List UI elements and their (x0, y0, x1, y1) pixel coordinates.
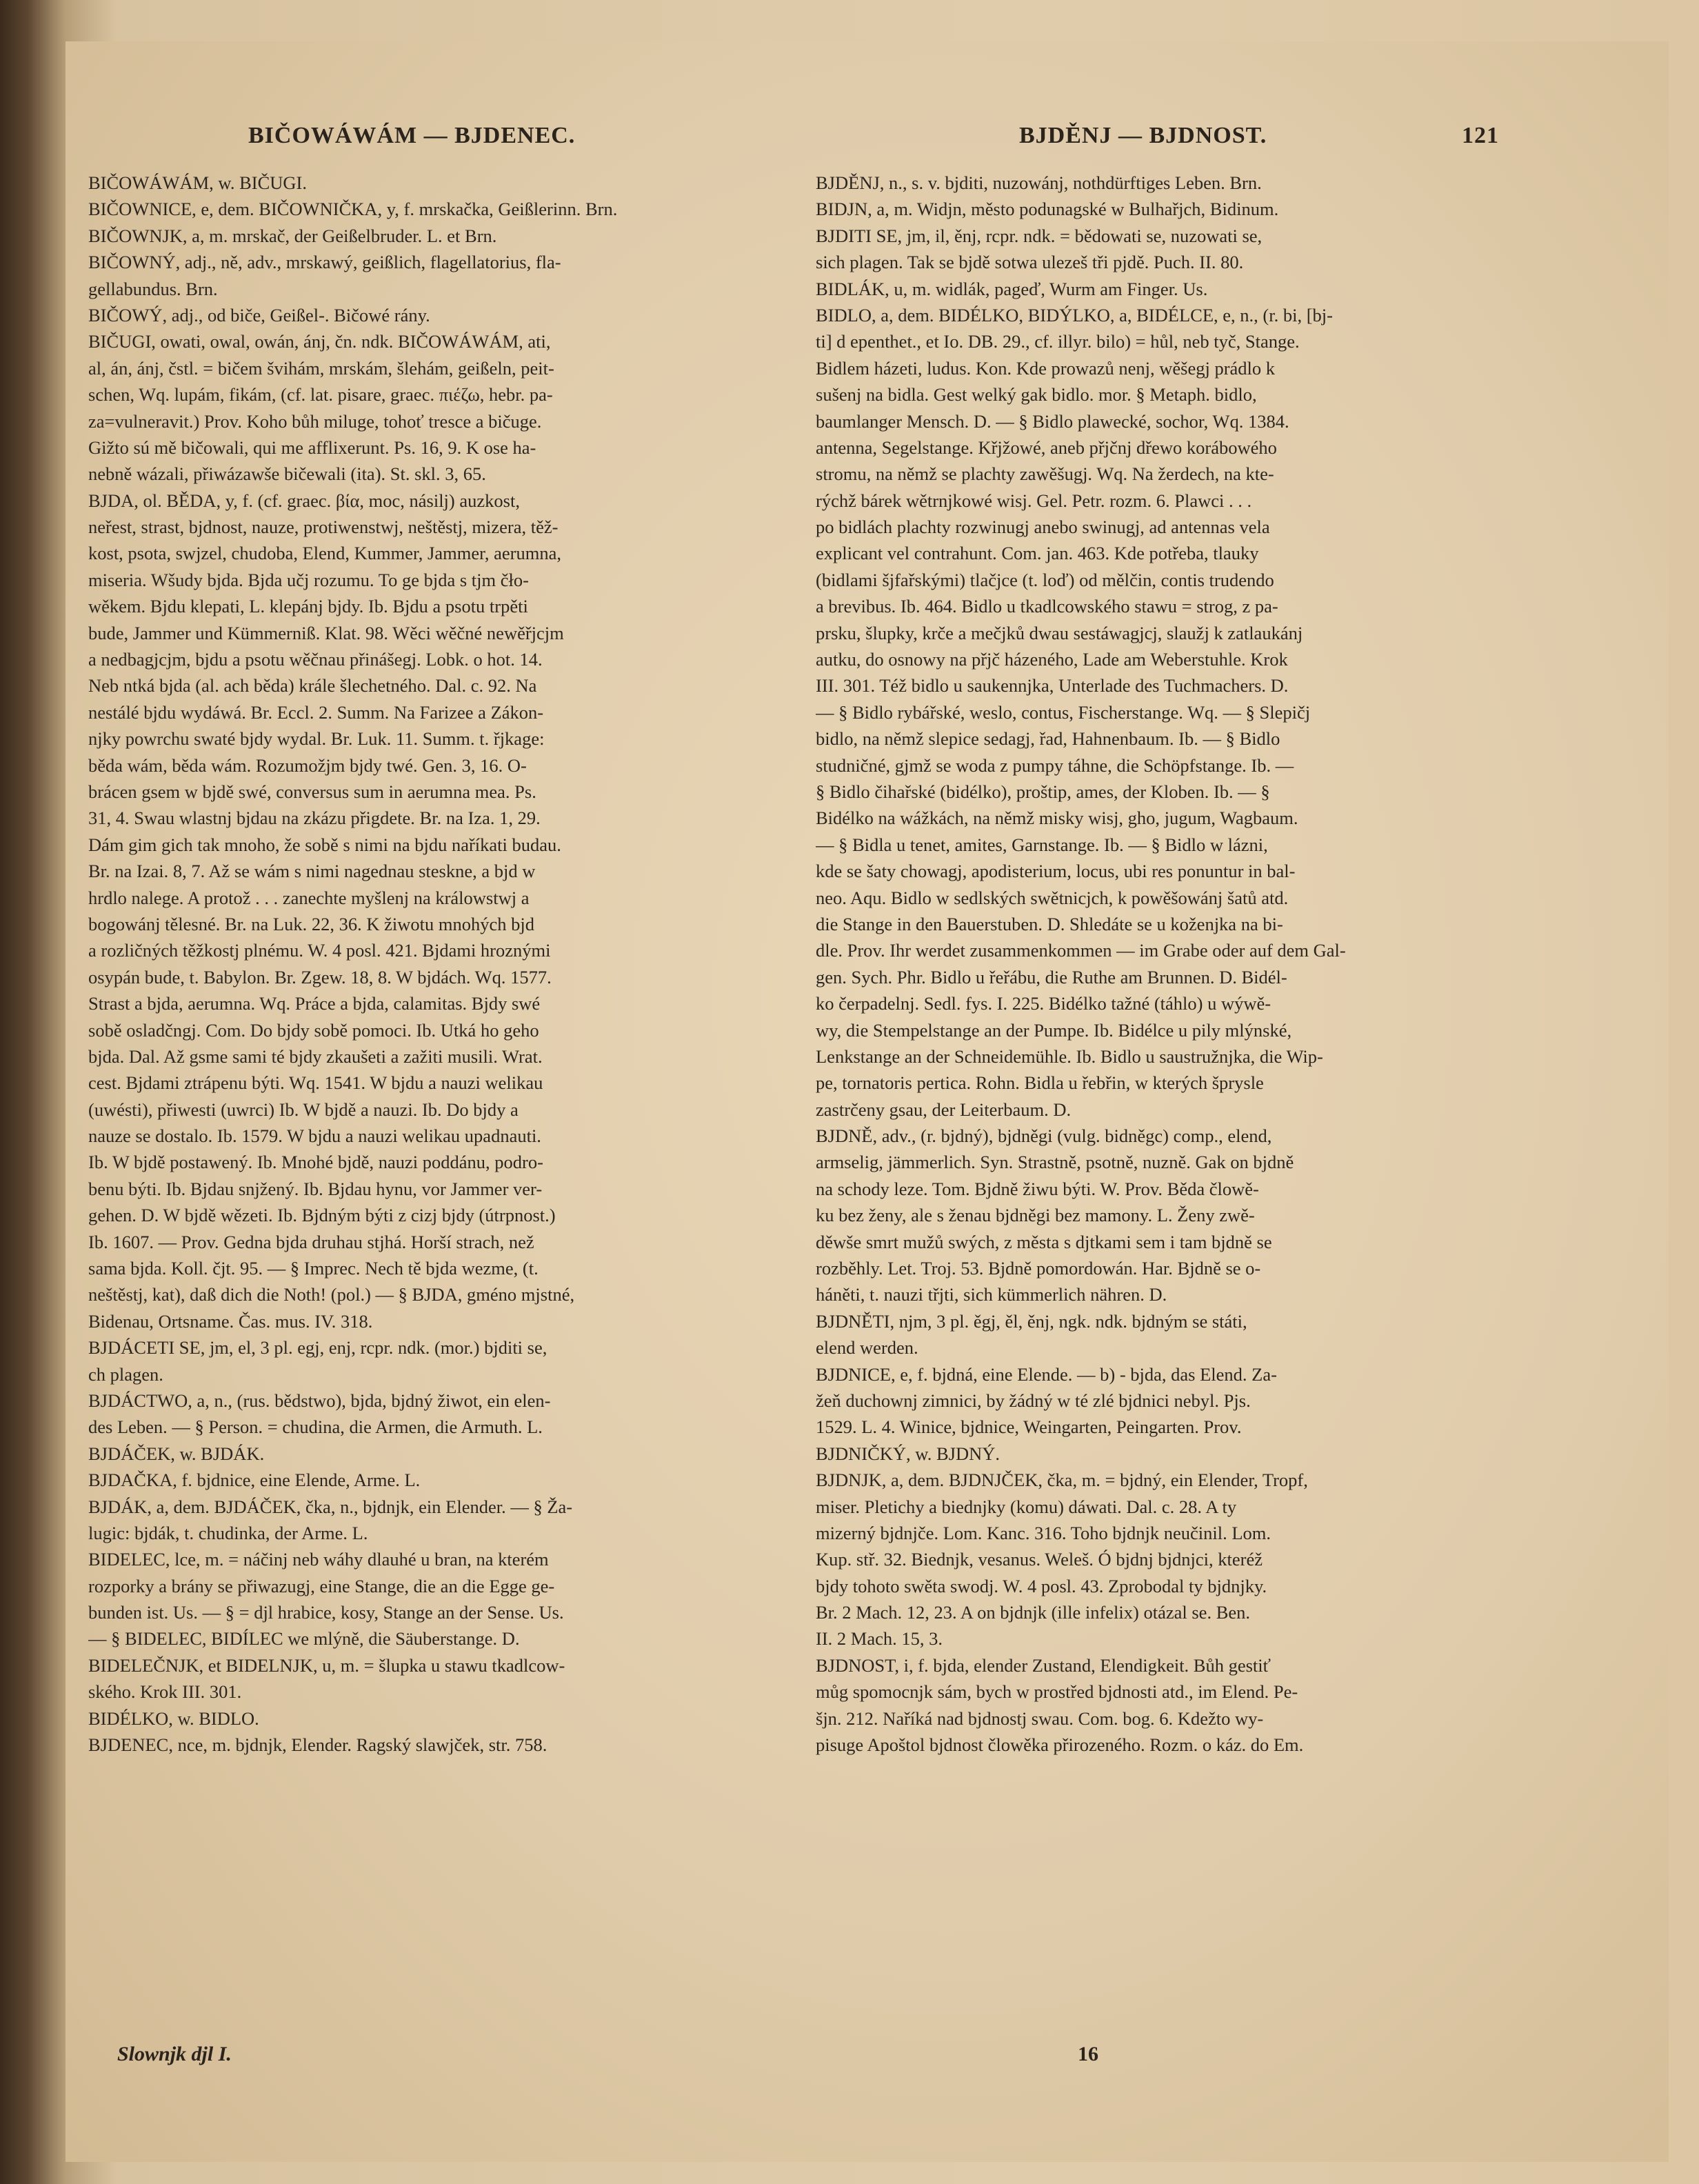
text-line: ko čerpadelnj. Sedl. fys. I. 225. Bidélko tažné (táhlo) u wýwě- (816, 993, 1271, 1014)
text-line: armselig, jämmerlich. Syn. Strastně, psotně, nuzně. Gak on bjdně (816, 1152, 1294, 1173)
text-line: děwše smrt mužů swých, z města s djtkami sem i tam bjdně se (816, 1231, 1272, 1252)
text-line: BIČOWÁWÁM, w. BIČUGI. (88, 172, 307, 193)
text-line: BJDNOST, i, f. bjda, elender Zustand, Elendigkeit. Bůh gestiť (816, 1654, 1271, 1676)
text-line: — § BIDELEC, BIDÍLEC we mlýně, die Säuberstange. D. (88, 1628, 520, 1650)
text-line: gehen. D. W bjdě wězeti. Ib. Bjdným býti z cizj bjdy (útrpnost.) (88, 1205, 556, 1226)
text-line: BJDÁCTWO, a, n., (rus. bědstwo), bjda, bjdný žiwot, ein elen- (88, 1390, 551, 1411)
text-line: Dám gim gich tak mnoho, že sobě s nimi na bjdu naříkati budau. (88, 834, 561, 855)
text-line: kde se šaty chowagj, apodisterium, locus, ubi res ponuntur in bal- (816, 861, 1296, 882)
text-line: lugic: bjdák, t. chudinka, der Arme. L. (88, 1522, 368, 1543)
text-line: schen, Wq. lupám, fikám, (cf. lat. pisare, graec. πιέζω, hebr. pa- (88, 384, 553, 405)
left-column (88, 170, 814, 1758)
text-line: al, án, ánj, čstl. = bičem švihám, mrskám, šlehám, geißeln, peit- (88, 357, 554, 379)
text-line: BJDĚNJ, n., s. v. bjditi, nuzowánj, nothdürftiges Leben. Brn. (816, 172, 1262, 193)
text-line: (bidlami šjfařskými) tlačjce (t. loď) od mělčin, contis trudendo (816, 569, 1274, 590)
text-line: BIČOWNJK, a, m. mrskač, der Geißelbruder. L. et Brn. (88, 225, 497, 246)
text-line: a rozličných těžkostj plnému. W. 4 posl. 421. Bjdami hroznými (88, 940, 551, 961)
text-line: zastrčeny gsau, der Leiterbaum. D. (816, 1099, 1072, 1120)
text-line: bogowánj tělesné. Br. na Luk. 22, 36. K žiwotu mnohých bjd (88, 913, 534, 934)
text-line: běda wám, běda wám. Rozumožjm bjdy twé. Gen. 3, 16. O- (88, 754, 527, 776)
text-line: BJDÁK, a, dem. BJDÁČEK, čka, n., bjdnjk, ein Elender. — § Ža- (88, 1496, 573, 1517)
text-line: mizerný bjdnjče. Lom. Kanc. 316. Toho bjdnjk neučinil. Lom. (816, 1522, 1271, 1543)
text-line: neštěstj, kat), daß dich die Noth! (pol.) — § BJDA, gméno mjstné, (88, 1284, 575, 1305)
text-line: BIDELEČNJK, et BIDELNJK, u, m. = šlupka u stawu tkadlcow- (88, 1654, 565, 1676)
text-line: rýchž bárek wětrnjkowé wisj. Gel. Petr. rozm. 6. Plawci . . . (816, 490, 1252, 511)
signature-note: Slownjk djl I. (117, 2043, 232, 2065)
text-line: bidlo, na němž slepice sedagj, řad, Hahnenbaum. Ib. — § Bidlo (816, 728, 1280, 750)
text-line: rozporky a brány se přiwazugj, eine Stange, die an die Egge ge- (88, 1575, 555, 1596)
text-line: můg spomocnjk sám, bych w prostřed bjdnosti atd., im Elend. Pe- (816, 1681, 1298, 1703)
text-line: ského. Krok III. 301. (88, 1681, 242, 1703)
text-line: neo. Aqu. Bidlo w sedlských swětnicjch, k powěšowánj šatů atd. (816, 887, 1289, 908)
text-line: miser. Pletichy a biednjky (komu) dáwati. Dal. c. 28. A ty (816, 1496, 1237, 1517)
text-line: bunden ist. Us. — § = djl hrabice, kosy, Stange an der Sense. Us. (88, 1602, 564, 1623)
text-line: BJDAČKA, f. bjdnice, eine Elende, Arme. L. (88, 1470, 421, 1491)
text-line: BJDITI SE, jm, il, ěnj, rcpr. ndk. = bědowati se, nuzowati se, (816, 225, 1263, 246)
text-line: neřest, strast, bjdnost, nauze, protiwenstwj, neštěstj, mizera, těž- (88, 517, 559, 538)
text-line: II. 2 Mach. 15, 3. (816, 1628, 943, 1650)
text-line: autku, do osnowy na přjč házeného, Lade am Weberstuhle. Krok (816, 649, 1288, 670)
text-line: Strast a bjda, aerumna. Wq. Práce a bjda, calamitas. Bjdy swé (88, 993, 541, 1014)
text-line: dle. Prov. Ihr werdet zusammenkommen — im Grabe oder auf dem Gal- (816, 940, 1346, 961)
text-line: benu býti. Ib. Bjdau snjžený. Ib. Bjdau hynu, vor Jammer ver- (88, 1178, 543, 1199)
text-line: Bidlem házeti, ludus. Kon. Kde prowazů nenj, wěšegj prádlo k (816, 357, 1276, 379)
text-line: BJDNICE, e, f. bjdná, eine Elende. — b) - bjda, das Elend. Za- (816, 1363, 1277, 1385)
text-line: BJDÁCETI SE, jm, el, 3 pl. egj, enj, rcpr. ndk. (mor.) bjditi se, (88, 1337, 547, 1359)
text-line: brácen gsem w bjdě swé, conversus sum in aerumna mea. Ps. (88, 781, 536, 802)
text-line: a nedbagjcjm, bjdu a psotu wěčnau přinášegj. Lobk. o hot. 14. (88, 649, 543, 670)
text-line: BJDENEC, nce, m. bjdnjk, Elender. Ragský slawjček, str. 758. (88, 1734, 547, 1756)
text-line: wěkem. Bjdu klepati, L. klepánj bjdy. Ib. Bjdu a psotu trpěti (88, 596, 528, 617)
text-line: kost, psota, swjzel, chudoba, Elend, Kummer, Jammer, aerumna, (88, 543, 561, 564)
text-line: III. 301. Též bidlo u saukennjka, Unterlade des Tuchmachers. D. (816, 675, 1289, 697)
signature-mark: 16 (1078, 2043, 1098, 2065)
right-column (816, 170, 1548, 1758)
text-line: BIČOWNÝ, adj., ně, adv., mrskawý, geißlich, flagellatorius, fla- (88, 252, 561, 273)
text-line: nauze se dostalo. Ib. 1579. W bjdu a nauzi welikau upadnauti. (88, 1125, 541, 1147)
text-line: BIČOWÝ, adj., od biče, Geißel-. Bičowé rány. (88, 304, 430, 325)
text-line: Br. na Izai. 8, 7. Až se wám s nimi nagednau steskne, a bjd w (88, 861, 536, 882)
text-line: Ib. 1607. — Prov. Gedna bjda druhau stjhá. Horší strach, než (88, 1231, 534, 1252)
text-line: Kup. stř. 32. Biednjk, vesanus. Weleš. Ó bjdnj bjdnjci, kteréž (816, 1549, 1263, 1570)
text-line: studničné, gjmž se woda z pumpy táhne, die Schöpfstange. Ib. — (816, 754, 1294, 776)
text-line: des Leben. — § Person. = chudina, die Armen, die Armuth. L. (88, 1416, 543, 1438)
page-number: 121 (1462, 123, 1499, 148)
running-head-left: BIČOWÁWÁM — BJDENEC. (248, 123, 576, 148)
text-line: 31, 4. Swau wlastnj bjdau na zkázu přigdete. Br. na Iza. 1, 29. (88, 808, 541, 829)
text-line: BJDNIČKÝ, w. BJDNÝ. (816, 1443, 1000, 1464)
text-line: Neb ntká bjda (al. ach běda) krále šlechetného. Dal. c. 92. Na (88, 675, 537, 697)
text-line: gellabundus. Brn. (88, 278, 218, 299)
text-line: hrdlo nalege. A protož . . . zanechte myšlenj na králowstwj a (88, 887, 530, 908)
text-line: sama bjda. Koll. čjt. 95. — § Imprec. Nech tě bjda wezme, (t. (88, 1258, 539, 1279)
text-line: bude, Jammer und Kümmerniß. Klat. 98. Wěci wěčné newěřjcjm (88, 622, 564, 643)
text-line: BIČUGI, owati, owal, owán, ánj, čn. ndk. BIČOWÁWÁM, ati, (88, 331, 551, 352)
text-line: die Stange in den Bauerstuben. D. Shledáte se u koženjka na bi- (816, 913, 1283, 934)
text-line: pe, tornatoris pertica. Rohn. Bidla u řebřin, w kterých šprysle (816, 1072, 1264, 1094)
running-head-right: BJDĚNJ — BJDNOST. (1019, 123, 1267, 148)
text-line: za=vulneravit.) Prov. Koho bůh miluge, tohoť tresce a bičuge. (88, 410, 542, 432)
text-line: nebně wázali, přiwázawše bičewali (ita). St. skl. 3, 65. (88, 463, 486, 485)
text-line: BJDNJK, a, dem. BJDNJČEK, čka, m. = bjdný, ein Elender, Tropf, (816, 1470, 1308, 1491)
text-line: Lenkstange an der Schneidemühle. Ib. Bidlo u saustružnjka, die Wip- (816, 1045, 1323, 1067)
text-line: prsku, šlupky, krče a mečjků dwau sestáwagjcj, slaužj k zatlaukánj (816, 622, 1303, 643)
text-line: osypán bude, t. Babylon. Br. Zgew. 18, 8. W bjdách. Wq. 1577. (88, 966, 552, 988)
text-line: BIČOWNICE, e, dem. BIČOWNIČKA, y, f. mrskačka, Geißlerinn. Brn. (88, 199, 618, 220)
text-line: rozběhly. Let. Troj. 53. Bjdně pomordowán. Har. Bjdně se o- (816, 1258, 1261, 1279)
text-line: — § Bidlo rybářské, weslo, contus, Fischerstange. Wq. — § Slepičj (816, 701, 1311, 723)
text-line: po bidlách plachty rozwinugj anebo swinugj, ad antennas vela (816, 517, 1270, 538)
text-line: § Bidlo čihařské (bidélko), proštip, ames, der Kloben. Ib. — § (816, 781, 1270, 802)
text-line: elend werden. (816, 1337, 918, 1359)
text-line: miseria. Wšudy bjda. Bjda učj rozumu. To ge bjda s tjm čło- (88, 569, 529, 590)
text-line: explicant vel contrahunt. Com. jan. 463. Kde potřeba, tlauky (816, 543, 1259, 564)
text-line: háněti, t. nauzi třjti, sich kümmerlich nähren. D. (816, 1284, 1167, 1305)
text-line: stromu, na němž se plachty zawěšugj. Wq. Na žerdech, na kte- (816, 463, 1274, 485)
text-line: cest. Bjdami ztrápenu býti. Wq. 1541. W bjdu a nauzi welikau (88, 1072, 543, 1094)
text-line: Ib. W bjdě postawený. Ib. Mnohé bjdě, nauzi poddánu, podro- (88, 1152, 543, 1173)
text-line: Bidenau, Ortsname. Čas. mus. IV. 318. (88, 1310, 373, 1332)
text-line: gen. Sych. Phr. Bidlo u řeřábu, die Ruthe am Brunnen. D. Bidél- (816, 966, 1287, 988)
text-line: BJDNĚTI, njm, 3 pl. ěgj, ěl, ěnj, ngk. ndk. bjdným se státi, (816, 1310, 1247, 1332)
text-line: sobě osladčngj. Com. Do bjdy sobě pomoci. Ib. Utká ho geho (88, 1019, 539, 1041)
text-line: žeň duchownj zimnici, by žádný w té zlé bjdnici nebyl. Pjs. (816, 1390, 1251, 1411)
text-line: — § Bidla u tenet, amites, Garnstange. Ib. — § Bidlo w lázni, (816, 834, 1268, 855)
text-line: ch plagen. (88, 1363, 163, 1385)
text-line: pisuge Apoštol bjdnost člowěka přirozeného. Rozm. o káz. do Em. (816, 1734, 1304, 1756)
text-line: BJDÁČEK, w. BJDÁK. (88, 1443, 265, 1464)
text-line: wy, die Stempelstange an der Pumpe. Ib. Bidélce u pily mlýnské, (816, 1019, 1292, 1041)
text-line: BJDNĚ, adv., (r. bjdný), bjdněgi (vulg. bidněgc) comp., elend, (816, 1125, 1272, 1147)
text-line: BIDELEC, lce, m. = náčinj neb wáhy dlauhé u bran, na kterém (88, 1549, 549, 1570)
text-line: na schody leze. Tom. Bjdně žiwu býti. W. Prov. Běda člowě- (816, 1178, 1259, 1199)
text-line: 1529. L. 4. Winice, bjdnice, Weingarten, Peingarten. Prov. (816, 1416, 1242, 1438)
text-line: sich plagen. Tak se bjdě sotwa ulezeš tři pjdě. Puch. II. 80. (816, 252, 1244, 273)
text-line: ku bez ženy, ale s ženau bjdněgi bez mamony. L. Ženy zwě- (816, 1205, 1255, 1226)
text-line: bjda. Dal. Až gsme sami té bjdy zkaušeti a zažiti musili. Wrat. (88, 1045, 543, 1067)
text-line: šjn. 212. Naříká nad bjdnostj swau. Com. bog. 6. Kdežto wy- (816, 1707, 1264, 1729)
text-line: (uwésti), přiwesti (uwrci) Ib. W bjdě a nauzi. Ib. Do bjdy a (88, 1099, 519, 1120)
text-line: baumlanger Mensch. D. — § Bidlo plawecké, sochor, Wq. 1384. (816, 410, 1289, 432)
text-line: BIDLÁK, u, m. widlák, pageď, Wurm am Finger. Us. (816, 278, 1208, 299)
text-line: Gižto sú mě bičowali, qui me afflixerunt. Ps. 16, 9. K ose ha- (88, 437, 536, 458)
text-line: BIDÉLKO, w. BIDLO. (88, 1707, 259, 1729)
text-line: njky powrchu swaté bjdy wydal. Br. Luk. 11. Summ. t. řjkage: (88, 728, 545, 750)
text-line: BIDLO, a, dem. BIDÉLKO, BIDÝLKO, a, BIDÉLCE, e, n., (r. bi, [bj- (816, 304, 1333, 325)
text-line: sušenj na bidla. Gest welký gak bidlo. mor. § Metaph. bidlo, (816, 384, 1257, 405)
text-line: BJDA, ol. BĚDA, y, f. (cf. graec. βία, moc, násilj) auzkost, (88, 490, 520, 511)
text-line: ti] d epenthet., et Io. DB. 29., cf. illyr. bilo) = hůl, neb tyč, Stange. (816, 331, 1300, 352)
text-line: a brevibus. Ib. 464. Bidlo u tkadlcowského stawu = strog, z pa- (816, 596, 1278, 617)
text-line: Br. 2 Mach. 12, 23. A on bjdnjk (ille infelix) otázal se. Ben. (816, 1602, 1251, 1623)
text-line: nestálé bjdu wydáwá. Br. Eccl. 2. Summ. Na Farizee a Zákon- (88, 701, 544, 723)
text-line: BIDJN, a, m. Widjn, město podunagské w Bulhařjch, Bidinum. (816, 199, 1279, 220)
text-line: Bidélko na wážkách, na němž misky wisj, gho, jugum, Wagbaum. (816, 808, 1298, 829)
text-line: bjdy tohoto swěta swodj. W. 4 posl. 43. Zprobodal ty bjdnjky. (816, 1575, 1267, 1596)
text-line: antenna, Segelstange. Křjžowé, aneb přjčnj dřewo korábowého (816, 437, 1277, 458)
